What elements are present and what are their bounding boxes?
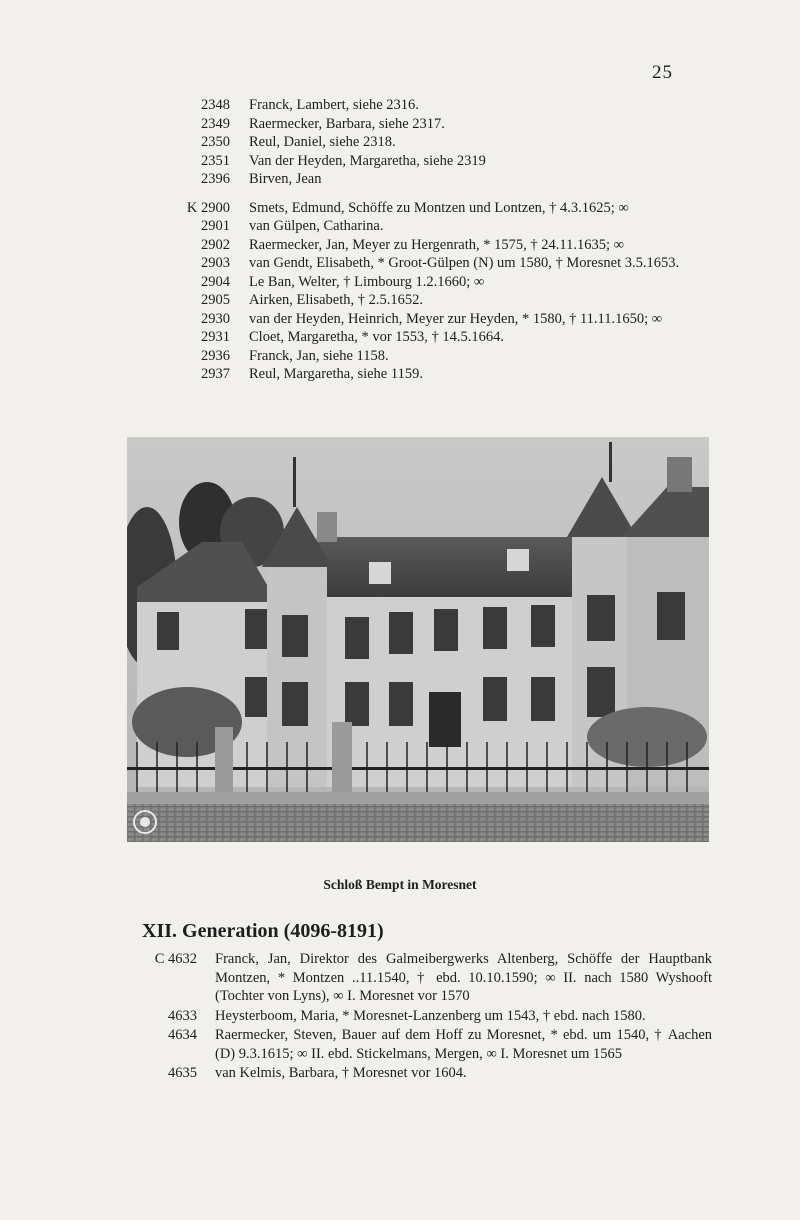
genealogy-list-top [120,96,720,384]
entry-text: van Gülpen, Catharina. [249,218,384,234]
list-item [120,199,720,218]
entry-text: Raermecker, Steven, Bauer auf dem Hoff zu Moresnet, * ebd. um 1540, † Aachen (D) 9.3.1615; ∞ II. ebd. Stickelmans, Mergen, ∞ I. Moresnet um 1565 [215,1027,712,1062]
entry-text: Cloet, Margaretha, * vor 1553, † 14.5.1664. [249,329,505,345]
entry-number: 2930 [201,310,230,327]
entry-text: Franck, Jan, Direktor des Galmeibergwerks Altenberg, Schöffe der Hauptbank Montzen, * Montzen ..11.1540, † ebd. 10.10.1590; ∞ II. nach 1580 Wyshooft (Tochter von Lyns), ∞ I. Moresnet vor 1570 [215,951,712,1004]
entry-text: Reul, Margaretha, siehe 1159. [249,366,423,382]
section-heading: XII. Generation (4096-8191) [142,920,384,942]
list-item [120,291,720,310]
list-item [92,1007,712,1026]
entry-number: 2351 [201,152,230,169]
entry-number: 4633 [168,1007,197,1024]
page-number: 25 [652,62,673,83]
entry-number: 2903 [201,255,230,271]
castle-photo [127,437,709,842]
entry-number: K 2900 [186,199,230,216]
entry-number: 4635 [168,1065,197,1081]
list-item [120,170,720,189]
entry-text: Smets, Edmund, Schöffe zu Montzen und Lontzen, † 4.3.1625; ∞ [249,199,629,216]
entry-number: 2350 [201,134,230,150]
entry-text: Airken, Elisabeth, † 2.5.1652. [249,292,423,308]
entry-text: van der Heyden, Heinrich, Meyer zur Heyden, * 1580, † 11.11.1650; ∞ [249,310,663,327]
list-item [120,96,720,115]
spacer [120,189,720,199]
entry-text: Raermecker, Jan, Meyer zu Hergenrath, * 1575, † 24.11.1635; ∞ [249,236,624,253]
entry-number: 2349 [201,115,230,132]
list-item [120,152,720,171]
list-item [120,310,720,329]
entry-text: Raermecker, Barbara, siehe 2317. [249,115,445,132]
entry-text: van Gendt, Elisabeth, * Groot-Gülpen (N) um 1580, † Moresnet 3.5.1653. [249,255,680,271]
entry-text: Franck, Lambert, siehe 2316. [249,97,419,113]
list-item [120,217,720,236]
genealogy-list-bottom [92,950,712,1084]
entry-text: Reul, Daniel, siehe 2318. [249,134,396,150]
entry-number: 2931 [201,329,230,345]
entry-number: 2936 [201,347,230,364]
entry-number: 2905 [201,292,230,308]
entry-number: 4634 [168,1027,197,1043]
entry-number: 2902 [201,236,230,253]
entry-number: 2901 [201,218,230,234]
list-item [92,950,712,1006]
list-item [120,365,720,384]
list-item [120,254,720,273]
list-item [120,328,720,347]
entry-text: Franck, Jan, siehe 1158. [249,347,389,364]
entry-text: Le Ban, Welter, † Limbourg 1.2.1660; ∞ [249,273,485,290]
list-item [120,236,720,255]
list-item [120,347,720,366]
entry-text: Van der Heyden, Margaretha, siehe 2319 [249,152,486,169]
list-item [92,1064,712,1083]
entry-number: 2396 [201,171,230,187]
photo-caption: Schloß Bempt in Moresnet [323,877,477,892]
list-item [120,273,720,292]
entry-number: 2904 [201,273,230,290]
entry-number: 2348 [201,97,230,113]
entry-number: 2937 [201,366,230,382]
list-item [120,133,720,152]
entry-text: Heysterboom, Maria, * Moresnet-Lanzenberg um 1543, † ebd. nach 1580. [215,1007,646,1024]
list-item [120,115,720,134]
entry-text: Birven, Jean [249,171,322,187]
castle-photo-illustration [127,437,709,842]
entry-number: C 4632 [154,951,197,967]
entry-text: van Kelmis, Barbara, † Moresnet vor 1604. [215,1065,467,1081]
list-item [92,1026,712,1063]
